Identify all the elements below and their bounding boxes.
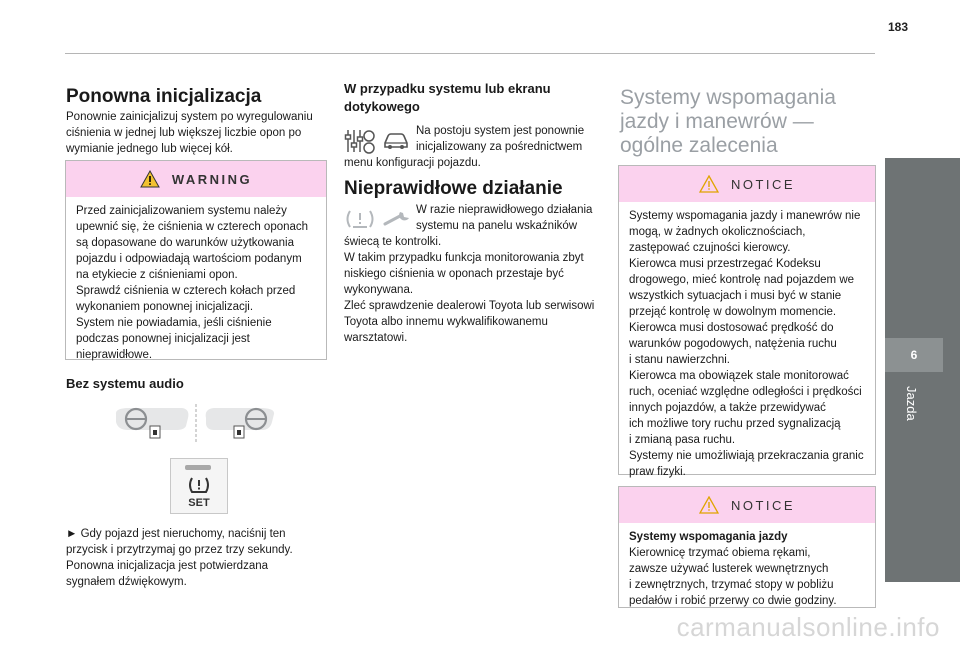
warning-line: nieprawidłowe. [76,349,153,361]
subtitle-no-audio: Bez systemu audio [66,376,184,391]
notice-line: i zmianą pasa ruchu. [629,434,736,446]
touchscreen-indented-text [416,123,606,155]
notice-line: warunków pogodowych, natężenia ruchu [629,338,837,350]
tire-pressure-warning-icon [344,208,376,230]
title-line: Systemy wspomagania [620,86,836,109]
warning-triangle-icon [140,170,160,188]
notice-bold-line: Systemy wspomagania jazdy [629,531,788,543]
section-title-touchscreen [344,80,604,116]
watermark: carmanualsonline.info [676,612,940,642]
text-line: Na postoju system jest ponownie [416,125,585,137]
warning-header [66,161,326,197]
malfunction-text [344,234,614,346]
notice-line: ruch, oceniać względne odległości i prędkości [629,386,862,398]
title-line: W przypadku systemu lub ekranu [344,81,551,96]
section-title-malfunction: Nieprawidłowe działanie [344,178,563,199]
set-button-label: SET [188,497,210,509]
malfunction-indented-text [416,202,606,234]
notice-line: wszystkich sytuacjach i musi być w stanie [629,290,842,302]
notice-line: zawsze używać lusterek wewnętrznych [629,563,829,575]
warning-line: System nie powiadamia, jeśli ciśnienie [76,317,272,329]
page-number: 183 [887,20,908,34]
warning-line: Przed zainicjalizowaniem systemu należy [76,205,287,217]
text-line: świecą te kontrolki. [344,236,442,248]
wrench-icon [382,210,412,228]
warning-line: upewnić się, że ciśnienia w czterech oponach [76,221,309,233]
notice-line: Systemy wspomagania jazdy i manewrów nie [629,210,861,222]
text-line: wykonywana. [344,284,414,296]
text-line: inicjalizowany za pośrednictwem [416,141,583,153]
chapter-side-tab[interactable] [885,158,960,582]
text-line: niskiego ciśnienia w oponach przestaje być [344,268,564,280]
notice-header [619,487,875,523]
notice-body [619,202,875,488]
warning-heading: WARNING [171,171,253,187]
notice-line: ich możliwe tory ruchu przed sygnalizacją [629,418,841,430]
text-line: Zleć sprawdzenie dealerowi Toyota lub serwisowi [344,300,595,312]
notice-line: praw fizyki. [629,466,686,478]
notice-header [619,166,875,202]
touchscreen-text: menu konfiguracji pojazdu. [344,157,481,169]
notice-line: Kierowca musi dostosować prędkość do [629,322,834,334]
chapter-label: Jazda [904,386,919,421]
instruction-line: sygnałem dźwiękowym. [66,576,187,588]
notice-body [619,523,875,617]
chapter-number: 6 [885,338,943,372]
notice-line: Kierownicę trzymać obiema rękami, [629,547,811,559]
instruction-line: przycisk i przytrzymaj go przez trzy sekundy. [66,544,293,556]
text-line: W razie nieprawidłowego działania [416,204,593,216]
set-button-illustration[interactable] [170,458,228,514]
warning-line: podczas ponownej inicjalizacji jest [76,333,250,345]
text-line: Toyota albo innemu wykwalifikowanemu [344,316,548,328]
notice-line: Kierowca ma obowiązek stale monitorować [629,370,849,382]
car-icon[interactable] [382,129,410,151]
settings-sliders-icon[interactable] [344,128,376,154]
instruction-line: Ponowna inicjalizacja jest potwierdzana [66,560,269,572]
notice-line: Systemy nie umożliwiają przekraczania granic [629,450,864,462]
header-rule [65,53,875,54]
notice-line: przejąć kontrolę w dowolnym momencie. [629,306,837,318]
warning-line: są dopasowane do warunków użytkowania [76,237,294,249]
notice-line: innych pojazdów, a także przewidywać [629,402,826,414]
notice-line: i zewnętrznych, trzymać stopy w pobliżu [629,579,834,591]
section-title-reinit: Ponowna inicjalizacja [66,86,262,107]
title-line: dotykowego [344,99,420,114]
instruction-line: ► Gdy pojazd jest nieruchomy, naciśnij ten [66,528,286,540]
dashboard-illustration [110,400,280,446]
notice-line: zastępować czujności kierowcy. [629,242,791,254]
text-line: W takim przypadku funkcja monitorowania zbyt [344,252,584,264]
notice-box-driving-aids [618,486,876,608]
warning-line: na etykiecie z ciśnieniami opon. [76,269,238,281]
warning-body [66,197,326,371]
warning-line: wykonaniem ponownej inicjalizacji. [76,301,254,313]
tire-pressure-icon [187,475,211,495]
notice-heading: NOTICE [730,176,796,192]
notice-line: i stanu nawierzchni. [629,354,730,366]
notice-triangle-icon [699,175,719,193]
text-line: systemu na panelu wskaźników [416,220,578,232]
warning-line: Sprawdź ciśnienia w czterech kołach przed [76,285,296,297]
notice-line: drogowego, mieć kontrolę nad pojazdem we [629,274,855,286]
section-title-driving-aids [620,86,880,158]
notice-triangle-icon [699,496,719,514]
notice-line: pedałów i robić przerwy co dwie godziny. [629,595,837,607]
notice-line: mogą, w żadnych okolicznościach, [629,226,806,238]
title-line: jazdy i manewrów — [620,110,814,133]
warning-line: pojazdu i odpowiadają wartościom podanym [76,253,302,265]
reinit-instructions [66,526,336,590]
notice-line: Kierowca musi przestrzegać Kodeksu [629,258,821,270]
reinit-intro: Ponownie zainicjalizuj system po wyregulowaniu ciśnienia w jednej lub większej liczbie opon po wymianie jednego lub więcej kół. [66,111,313,155]
text-line: warsztatowi. [344,332,408,344]
warning-box [65,160,327,360]
notice-heading: NOTICE [730,497,796,513]
title-line: ogólne zalecenia [620,134,778,157]
notice-box-general [618,165,876,478]
